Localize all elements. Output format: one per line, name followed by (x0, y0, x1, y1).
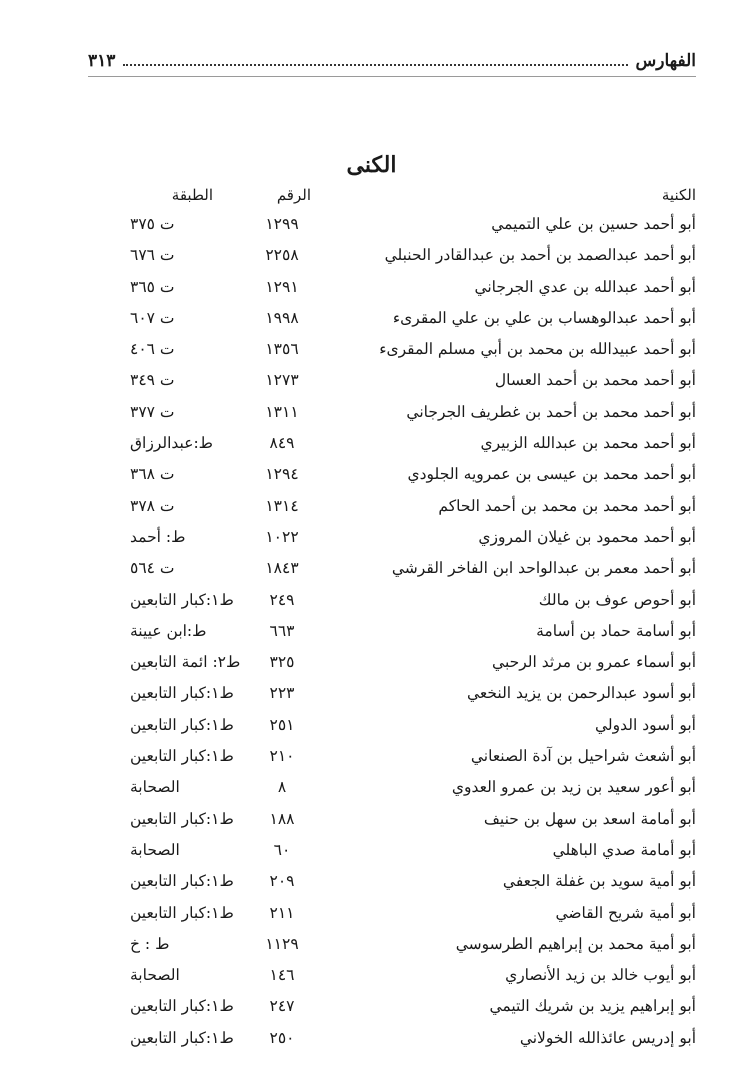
table-row (0, 774, 743, 805)
index-table (0, 211, 743, 1056)
table-row (0, 587, 743, 618)
table-row (0, 305, 743, 336)
number-cell: ٢١٠ (269, 747, 295, 766)
table-row (0, 242, 743, 273)
number-cell: ١٤٦ (269, 966, 295, 985)
tabaqa-cell: الصحابة (130, 778, 180, 797)
table-row (0, 837, 743, 868)
tabaqa-cell: ط١:كبار التابعين (130, 715, 234, 734)
kunya-cell: أبو أحمد محمد بن أحمد بن غطريف الجرجاني (406, 402, 696, 421)
kunya-cell: أبو أحمد حسين بن علي التميمي (491, 215, 696, 233)
page-number: ٣١٣ (88, 51, 116, 71)
number-cell: ١١٢٩ (265, 934, 299, 953)
tabaqa-cell: ط١:كبار التابعين (130, 809, 234, 828)
table-row (0, 274, 743, 305)
kunya-cell: أبو إبراهيم يزيد بن شريك التيمي (489, 997, 696, 1016)
kunya-cell: أبو أشعث شراحيل بن آدة الصنعاني (470, 747, 696, 766)
kunya-cell: أبو أحمد عبدالصمد بن أحمد بن عبدالقادر الحنبلي (384, 246, 696, 265)
table-row (0, 680, 743, 711)
kunya-cell: أبو أسود عبدالرحمن بن يزيد النخعي (467, 684, 696, 703)
table-row (0, 618, 743, 649)
number-cell: ٨ (277, 778, 287, 797)
table-row (0, 211, 743, 242)
kunya-cell: أبو أحمد محمد بن محمد بن أحمد الحاكم (438, 496, 696, 515)
table-row (0, 993, 743, 1024)
number-cell: ١٢٩٤ (265, 465, 299, 484)
column-header-tabaqa: الطبقة (171, 186, 213, 204)
number-cell: ٢١١ (269, 903, 295, 922)
number-cell: ١٢٩١ (265, 277, 299, 296)
tabaqa-cell: ط١:كبار التابعين (130, 684, 234, 703)
column-header-kunya: الكنية (661, 186, 696, 204)
kunya-cell: أبو أحمد محمود بن غيلان المروزي (478, 527, 696, 546)
number-cell: ٣٢٥ (269, 653, 295, 672)
tabaqa-cell: الصحابة (130, 966, 180, 985)
number-cell: ١٢٩٩ (265, 215, 299, 233)
kunya-cell: أبو أحمد عبدالله بن عدي الجرجاني (474, 277, 696, 296)
dot-leader (123, 64, 627, 66)
page-header (88, 46, 696, 77)
table-row (0, 743, 743, 774)
number-cell: ٢٢٥٨ (265, 246, 299, 265)
tabaqa-cell: ت ٦٠٧ (130, 308, 175, 327)
number-cell: ٨٤٩ (269, 434, 295, 453)
number-cell: ٦٦٣ (269, 621, 295, 640)
kunya-cell: أبو أيوب خالد بن زيد الأنصاري (505, 966, 696, 985)
table-row (0, 461, 743, 492)
tabaqa-cell: ط١:كبار التابعين (130, 872, 234, 891)
tabaqa-cell: ط١:كبار التابعين (130, 997, 234, 1016)
tabaqa-cell: ط:ابن عيينة (130, 621, 207, 640)
kunya-cell: أبو أحوص عوف بن مالك (538, 590, 696, 609)
table-row (0, 649, 743, 680)
number-cell: ٢٠٩ (269, 872, 295, 891)
tabaqa-cell: ط١:كبار التابعين (130, 903, 234, 922)
table-row (0, 524, 743, 555)
kunya-cell: أبو أمية شريح القاضي (555, 903, 696, 922)
tabaqa-cell: ت ٣٧٨ (130, 496, 175, 515)
number-cell: ٢٤٧ (269, 997, 295, 1016)
table-row (0, 555, 743, 586)
tabaqa-cell: ط١:كبار التابعين (130, 590, 234, 609)
number-cell: ١٠٢٢ (265, 527, 299, 546)
table-row (0, 493, 743, 524)
number-cell: ١٩٩٨ (265, 308, 299, 327)
table-row (0, 399, 743, 430)
tabaqa-cell: ط١:كبار التابعين (130, 747, 234, 766)
tabaqa-cell: ت ٣٤٩ (130, 371, 175, 390)
tabaqa-cell: ت ٥٦٤ (130, 559, 175, 578)
kunya-cell: أبو أحمد عبدالوهساب بن علي بن علي المقرىء (392, 308, 696, 327)
kunya-cell: أبو أحمد محمد بن عبدالله الزبيري (480, 434, 696, 453)
kunya-cell: أبو أحمد عبيدالله بن محمد بن أبي مسلم المقرىء (379, 340, 696, 359)
tabaqa-cell: ت ٣٧٥ (130, 215, 175, 233)
number-cell: ١٨٤٣ (265, 559, 299, 578)
tabaqa-cell: ت ٣٦٥ (130, 277, 175, 296)
section-title: الفهارس (635, 51, 696, 71)
tabaqa-cell: ط١:كبار التابعين (130, 1028, 234, 1047)
table-row (0, 868, 743, 899)
kunya-cell: أبو أحمد محمد بن عيسى بن عمرويه الجلودي (407, 465, 696, 484)
kunya-cell: أبو إدريس عائذالله الخولاني (519, 1028, 696, 1047)
column-header-number: الرقم (276, 186, 311, 204)
tabaqa-cell: ط:عبدالرزاق (130, 434, 214, 453)
table-row (0, 1025, 743, 1056)
tabaqa-cell: ت ٣٧٧ (130, 402, 175, 421)
kunya-cell: أبو أمية سويد بن غفلة الجعفي (502, 872, 696, 891)
kunya-cell: أبو أسماء عمرو بن مرثد الرحبي (492, 653, 696, 672)
number-cell: ١٣١١ (265, 402, 299, 421)
table-row (0, 962, 743, 993)
kunya-cell: أبو أحمد معمر بن عبدالواحد ابن الفاخر القرشي (391, 559, 696, 578)
number-cell: ٦٠ (273, 840, 291, 859)
kunya-cell: أبو أمية محمد بن إبراهيم الطرسوسي (455, 934, 696, 953)
kunya-cell: أبو أمامة صدي الباهلي (552, 840, 696, 859)
tabaqa-cell: ت ٦٧٦ (130, 246, 175, 265)
tabaqa-cell: ت ٤٠٦ (130, 340, 175, 359)
table-row (0, 712, 743, 743)
number-cell: ٢٢٣ (269, 684, 295, 703)
number-cell: ١٣٥٦ (265, 340, 299, 359)
tabaqa-cell: ط : خ (130, 934, 170, 953)
number-cell: ١٨٨ (269, 809, 295, 828)
kunya-cell: أبو أحمد محمد بن أحمد العسال (494, 371, 696, 390)
kunya-cell: أبو أسامة حماد بن أسامة (536, 621, 696, 640)
tabaqa-cell: ت ٣٦٨ (130, 465, 175, 484)
kunya-cell: أبو أمامة اسعد بن سهل بن حنيف (483, 809, 696, 828)
number-cell: ٢٤٩ (269, 590, 295, 609)
number-cell: ٢٥١ (269, 715, 295, 734)
number-cell: ٢٥٠ (269, 1028, 295, 1047)
kunya-cell: أبو أعور سعيد بن زيد بن عمرو العدوي (451, 778, 696, 797)
number-cell: ١٢٧٣ (265, 371, 299, 390)
table-row (0, 367, 743, 398)
number-cell: ١٣١٤ (265, 496, 299, 515)
table-row (0, 806, 743, 837)
kunya-cell: أبو أسود الدولي (595, 715, 696, 734)
page-title: الكنى (346, 152, 397, 178)
table-row (0, 900, 743, 931)
tabaqa-cell: ط: أحمد (130, 527, 186, 546)
table-row (0, 931, 743, 962)
table-row (0, 336, 743, 367)
tabaqa-cell: الصحابة (130, 840, 180, 859)
tabaqa-cell: ط٢: ائمة التابعين (130, 653, 241, 672)
table-row (0, 430, 743, 461)
